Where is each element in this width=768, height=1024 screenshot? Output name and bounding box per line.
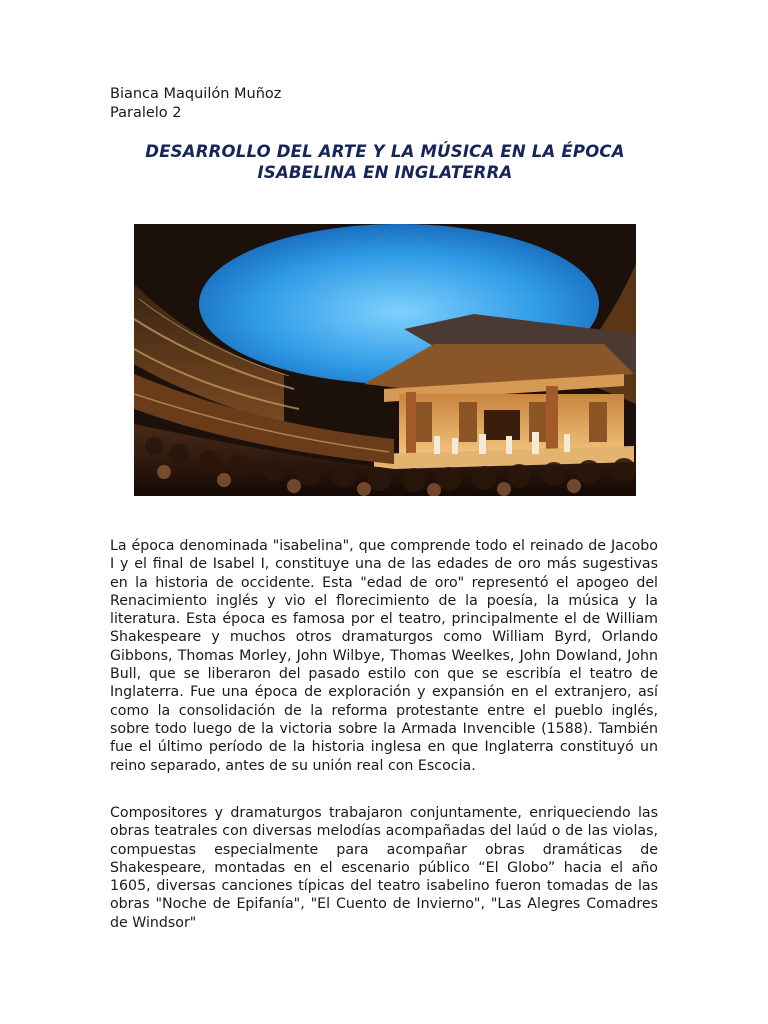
paragraph-2: Compositores y dramaturgos trabajaron conjuntamente, enriqueciendo las obras teatrales con diversas melodías acompañadas del laúd o de las violas, compuestas especialmente para acompañar obras dramáticas de Shakespeare, montadas en el escenario público “El Globo” hacia el año 1605, diversas canciones típicas del teatro isabelino fueron tomadas de las obras "Noche de Epifanía", "El Cuento de Invierno", "Las Alegres Comadres de Windsor": [110, 805, 658, 931]
class-section: Paralelo 2: [110, 105, 182, 121]
globe-theatre-photo: [134, 224, 636, 496]
author-block: [110, 85, 281, 123]
title-line-1: DESARROLLO DEL ARTE Y LA MÚSICA EN LA ÉPOCA: [145, 142, 625, 161]
title-line-2: ISABELINA EN INGLATERRA: [257, 163, 513, 182]
paragraph-1: La época denominada "isabelina", que comprende todo el reinado de Jacobo I y el final de Isabel I, constituye una de las edades de oro más sugestivas en la historia de occidente. Esta "edad de oro" representó el apogeo del Renacimiento inglés y vio el florecimiento de la poesía, la música y la literatura. Esta época es famosa por el teatro, principalmente el de William Shakespeare y muchos otros dramaturgos como William Byrd, Orlando Gibbons, Thomas Morley, John Wilbye, Thomas Weelkes, John Dowland, John Bull, que se liberaron del pasado estilo con que se escribía el teatro de Inglaterra. Fue una época de exploración y expansión en el extranjero, así como la consolidación de la reforma protestante entre el pueblo inglés, sobre todo luego de la victoria sobre la Armada Invencible (1588). También fue el último período de la historia inglesa en que Inglaterra constituyó un reino separado, antes de su unión real con Escocia.: [110, 538, 658, 774]
author-name: Bianca Maquilón Muñoz: [110, 86, 282, 102]
document-title: [100, 141, 670, 183]
